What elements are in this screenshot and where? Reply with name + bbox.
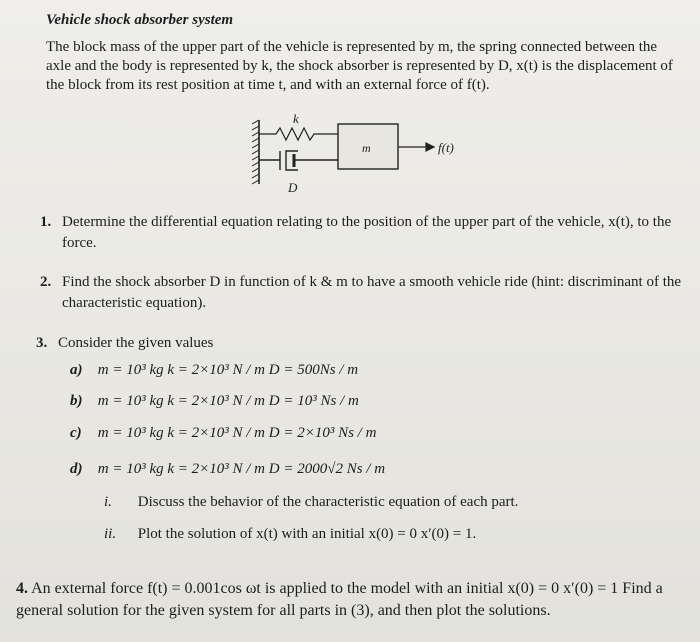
option-label: d) — [70, 461, 83, 477]
mass-label: m — [362, 141, 371, 155]
intro-paragraph: The block mass of the upper part of the vehicle is represented by m, the spring connected between the axle and the body is represented by k, the shock absorber is represented by D, x(t) is the displacement of the block from its rest position at time t, and with an external force of f(t). — [46, 39, 673, 93]
subitem-i — [104, 494, 518, 511]
option-label: a) — [70, 362, 83, 378]
damper — [259, 151, 338, 170]
question-number: 3. — [36, 335, 48, 351]
option-equation: m = 10³ kg k = 2×10³ N / m D = 2000√2 Ns / m — [97, 461, 386, 477]
question-4 — [16, 578, 691, 622]
question-number: 2. — [40, 274, 52, 290]
question-text: Determine the differential equation relating to the position of the upper part of the vehicle, x(t), to the force. — [62, 214, 672, 251]
question-2 — [40, 272, 690, 314]
option-label: c) — [70, 425, 82, 441]
subitem-text: Discuss the behavior of the characteristic equation of each part. — [137, 494, 519, 510]
force-arrow — [398, 143, 434, 151]
subitem-ii — [104, 526, 476, 543]
spring-mass-damper-diagram — [240, 114, 480, 204]
spring — [259, 128, 338, 140]
question-number: 1. — [40, 214, 52, 230]
question-text: Consider the given values — [58, 335, 214, 351]
force-label: f(t) — [438, 140, 454, 155]
question-number: 4. — [16, 580, 28, 597]
option-equation: m = 10³ kg k = 2×10³ N / m D = 10³ Ns / m — [97, 393, 359, 409]
question-text: Find the shock absorber D in function of k & m to have a smooth vehicle ride (hint: discriminant of the characteristic equation). — [62, 274, 682, 311]
subitem-label: ii. — [104, 526, 117, 542]
document-title: Vehicle shock absorber system — [46, 12, 234, 28]
option-b — [70, 393, 359, 410]
spring-label: k — [293, 114, 299, 126]
option-equation: m = 10³ kg k = 2×10³ N / m D = 2×10³ Ns / m — [97, 425, 377, 441]
option-equation: m = 10³ kg k = 2×10³ N / m D = 500Ns / m — [97, 362, 359, 378]
subitem-text: Plot the solution of x(t) with an initial x(0) = 0 x′(0) = 1. — [137, 526, 477, 542]
option-d — [70, 461, 385, 478]
damper-label: D — [288, 180, 298, 195]
question-text: An external force f(t) = 0.001cos ωt is applied to the model with an initial x(0) = 0 x′(0) = 1 Find a general solution for the given system for all parts in (3), and then plot the solutions. — [16, 580, 663, 619]
option-a — [70, 362, 358, 379]
option-label: b) — [70, 393, 83, 409]
question-3 — [36, 333, 676, 354]
subitem-label: i. — [104, 494, 112, 510]
question-1 — [40, 212, 685, 254]
wall-hatching — [252, 120, 259, 184]
option-c — [70, 425, 376, 442]
